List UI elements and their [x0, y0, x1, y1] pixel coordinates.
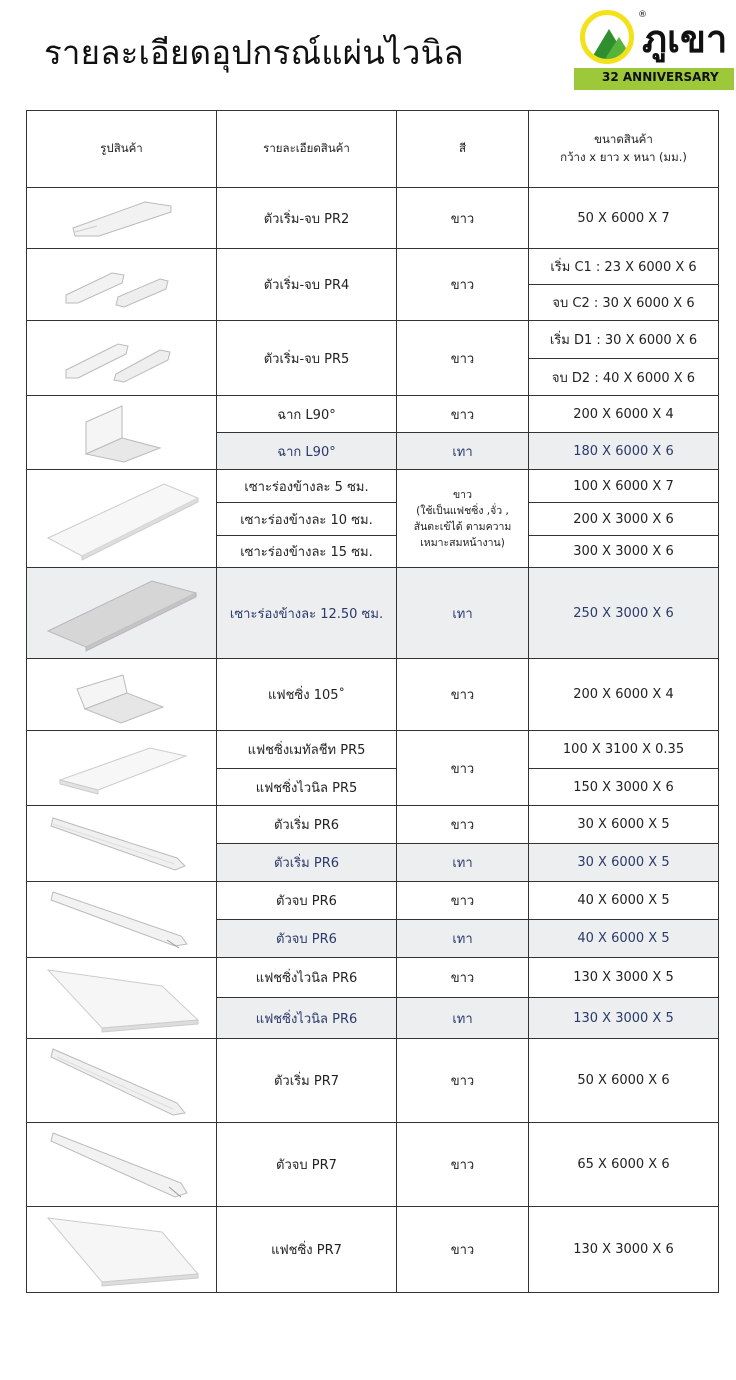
angle-trim-icon: [72, 402, 172, 464]
product-name: เซาะร่องข้างละ 10 ซม.: [217, 503, 397, 536]
product-name: เซาะร่องข้างละ 5 ซม.: [217, 470, 397, 503]
product-name: ตัวเริ่ม-จบ PR2: [217, 188, 397, 249]
page-title: รายละเอียดอุปกรณ์แผ่นไวนิล: [44, 33, 464, 72]
product-image: [27, 1207, 217, 1293]
product-image: [27, 470, 217, 568]
table-row: [27, 1039, 719, 1123]
end-strip-icon: [47, 888, 197, 952]
starter-strip-icon: [47, 812, 197, 876]
product-size: 250 X 3000 X 6: [529, 568, 719, 659]
product-size: 130 X 3000 X 5: [529, 998, 719, 1039]
product-name: ตัวเริ่ม-จบ PR4: [217, 249, 397, 321]
product-name: เซาะร่องข้างละ 12.50 ซม.: [217, 568, 397, 659]
product-color: ขาว: [397, 882, 529, 920]
product-size: 130 X 3000 X 6: [529, 1207, 719, 1293]
product-color: เทา: [397, 844, 529, 882]
fascia-pr7-icon: [42, 1212, 202, 1288]
product-name: แฟชซิ่ง PR7: [217, 1207, 397, 1293]
product-size: 100 X 3100 X 0.35: [529, 731, 719, 769]
table-header-row: [27, 111, 719, 188]
table-row: [27, 188, 719, 249]
product-color: เทา: [397, 433, 529, 470]
product-name: ตัวจบ PR6: [217, 882, 397, 920]
product-size: 180 X 6000 X 6: [529, 433, 719, 470]
product-color: ขาว: [397, 1207, 529, 1293]
header-size: [529, 111, 719, 188]
product-name: ฉาก L90°: [217, 396, 397, 433]
product-color: ขาว: [397, 1123, 529, 1207]
table-row: [27, 731, 719, 769]
product-image: [27, 731, 217, 806]
product-image: [27, 321, 217, 396]
logo-text: ภูเขา: [642, 17, 728, 61]
grooved-panel-gray-icon: [42, 573, 202, 653]
product-size: 30 X 6000 X 5: [529, 806, 719, 844]
product-image: [27, 659, 217, 731]
product-image: [27, 806, 217, 882]
table-row: [27, 568, 719, 659]
header-color: สี: [397, 111, 529, 188]
product-size: 50 X 6000 X 7: [529, 188, 719, 249]
product-size: 30 X 6000 X 5: [529, 844, 719, 882]
table-row: [27, 1123, 719, 1207]
trim-profile-icon: [67, 196, 177, 240]
table-row: [27, 958, 719, 998]
product-size: เริ่ม C1 : 23 X 6000 X 6: [529, 249, 719, 285]
product-size: จบ C2 : 30 X 6000 X 6: [529, 285, 719, 321]
fascia-vinyl-icon: [42, 962, 202, 1034]
product-size: 40 X 6000 X 5: [529, 882, 719, 920]
product-size: เริ่ม D1 : 30 X 6000 X 6: [529, 321, 719, 359]
product-name: ฉาก L90°: [217, 433, 397, 470]
anniversary-band: [574, 68, 734, 90]
product-name: แฟชซิ่ง 105˚: [217, 659, 397, 731]
end-strip-pr7-icon: [47, 1127, 197, 1203]
product-size: 40 X 6000 X 5: [529, 920, 719, 958]
product-color: ขาว: [397, 321, 529, 396]
table-row: [27, 249, 719, 285]
product-color: ขาว: [397, 806, 529, 844]
product-size: 300 X 3000 X 6: [529, 536, 719, 568]
product-image: [27, 958, 217, 1039]
trim-profile-icon: [62, 330, 182, 386]
product-table: [26, 110, 719, 1293]
product-size: 100 X 6000 X 7: [529, 470, 719, 503]
product-name: ตัวเริ่ม PR6: [217, 844, 397, 882]
product-image: [27, 1039, 217, 1123]
product-name: แฟชซิ่งเมทัลชีท PR5: [217, 731, 397, 769]
header-detail: รายละเอียดสินค้า: [217, 111, 397, 188]
table-row: [27, 396, 719, 433]
product-image: [27, 249, 217, 321]
table-row: [27, 806, 719, 844]
product-size: 200 X 6000 X 4: [529, 659, 719, 731]
table-row: [27, 659, 719, 731]
header-size-title: ขนาดสินค้า: [594, 132, 653, 146]
header-size-unit: กว้าง x ยาว x หนา (มม.): [560, 150, 687, 164]
fascia-panel-icon: [52, 738, 192, 798]
grooved-panel-icon: [42, 476, 202, 562]
product-color: ขาว: [397, 659, 529, 731]
anniversary-text: 32 ANNIVERSARY: [602, 70, 719, 84]
header-image: รูปสินค้า: [27, 111, 217, 188]
table-row: [27, 882, 719, 920]
product-table-wrap: [26, 110, 718, 1293]
table-row: [27, 1207, 719, 1293]
brand-logo: [574, 10, 734, 90]
product-name: ตัวจบ PR6: [217, 920, 397, 958]
fascia-105-icon: [67, 665, 177, 725]
registered-mark: ®: [638, 10, 647, 20]
starter-strip-pr7-icon: [47, 1043, 197, 1119]
product-color: ขาว: [397, 1039, 529, 1123]
product-size: 50 X 6000 X 6: [529, 1039, 719, 1123]
product-color: ขาว: [397, 396, 529, 433]
product-image: [27, 188, 217, 249]
product-color: เทา: [397, 998, 529, 1039]
product-color: เทา: [397, 920, 529, 958]
product-image: [27, 882, 217, 958]
product-color: ขาว: [397, 188, 529, 249]
product-size: 150 X 3000 X 6: [529, 769, 719, 806]
product-name: ตัวเริ่ม PR6: [217, 806, 397, 844]
product-image: [27, 396, 217, 470]
product-color: ขาว: [397, 731, 529, 806]
product-size: 130 X 3000 X 5: [529, 958, 719, 998]
mountain-icon: [580, 10, 634, 64]
product-image: [27, 1123, 217, 1207]
product-size: 65 X 6000 X 6: [529, 1123, 719, 1207]
product-size: 200 X 6000 X 4: [529, 396, 719, 433]
trim-profile-icon: [62, 257, 182, 313]
product-color: ขาว: [397, 249, 529, 321]
product-name: ตัวจบ PR7: [217, 1123, 397, 1207]
product-name: ตัวเริ่ม PR7: [217, 1039, 397, 1123]
product-name: แฟชซิ่งไวนิล PR5: [217, 769, 397, 806]
product-color: ขาว: [397, 958, 529, 998]
product-size: 200 X 3000 X 6: [529, 503, 719, 536]
product-image: [27, 568, 217, 659]
product-name: แฟชซิ่งไวนิล PR6: [217, 958, 397, 998]
product-name: แฟชซิ่งไวนิล PR6: [217, 998, 397, 1039]
table-row: [27, 321, 719, 359]
product-color-note: ขาว (ใช้เป็นแฟชซิ่ง ,จั่ว , สันตะเข้ได้ ตามความ เหมาะสมหน้างาน): [397, 470, 529, 568]
product-color: เทา: [397, 568, 529, 659]
product-name: ตัวเริ่ม-จบ PR5: [217, 321, 397, 396]
product-name: เซาะร่องข้างละ 15 ซม.: [217, 536, 397, 568]
table-row: [27, 470, 719, 503]
product-size: จบ D2 : 40 X 6000 X 6: [529, 359, 719, 396]
